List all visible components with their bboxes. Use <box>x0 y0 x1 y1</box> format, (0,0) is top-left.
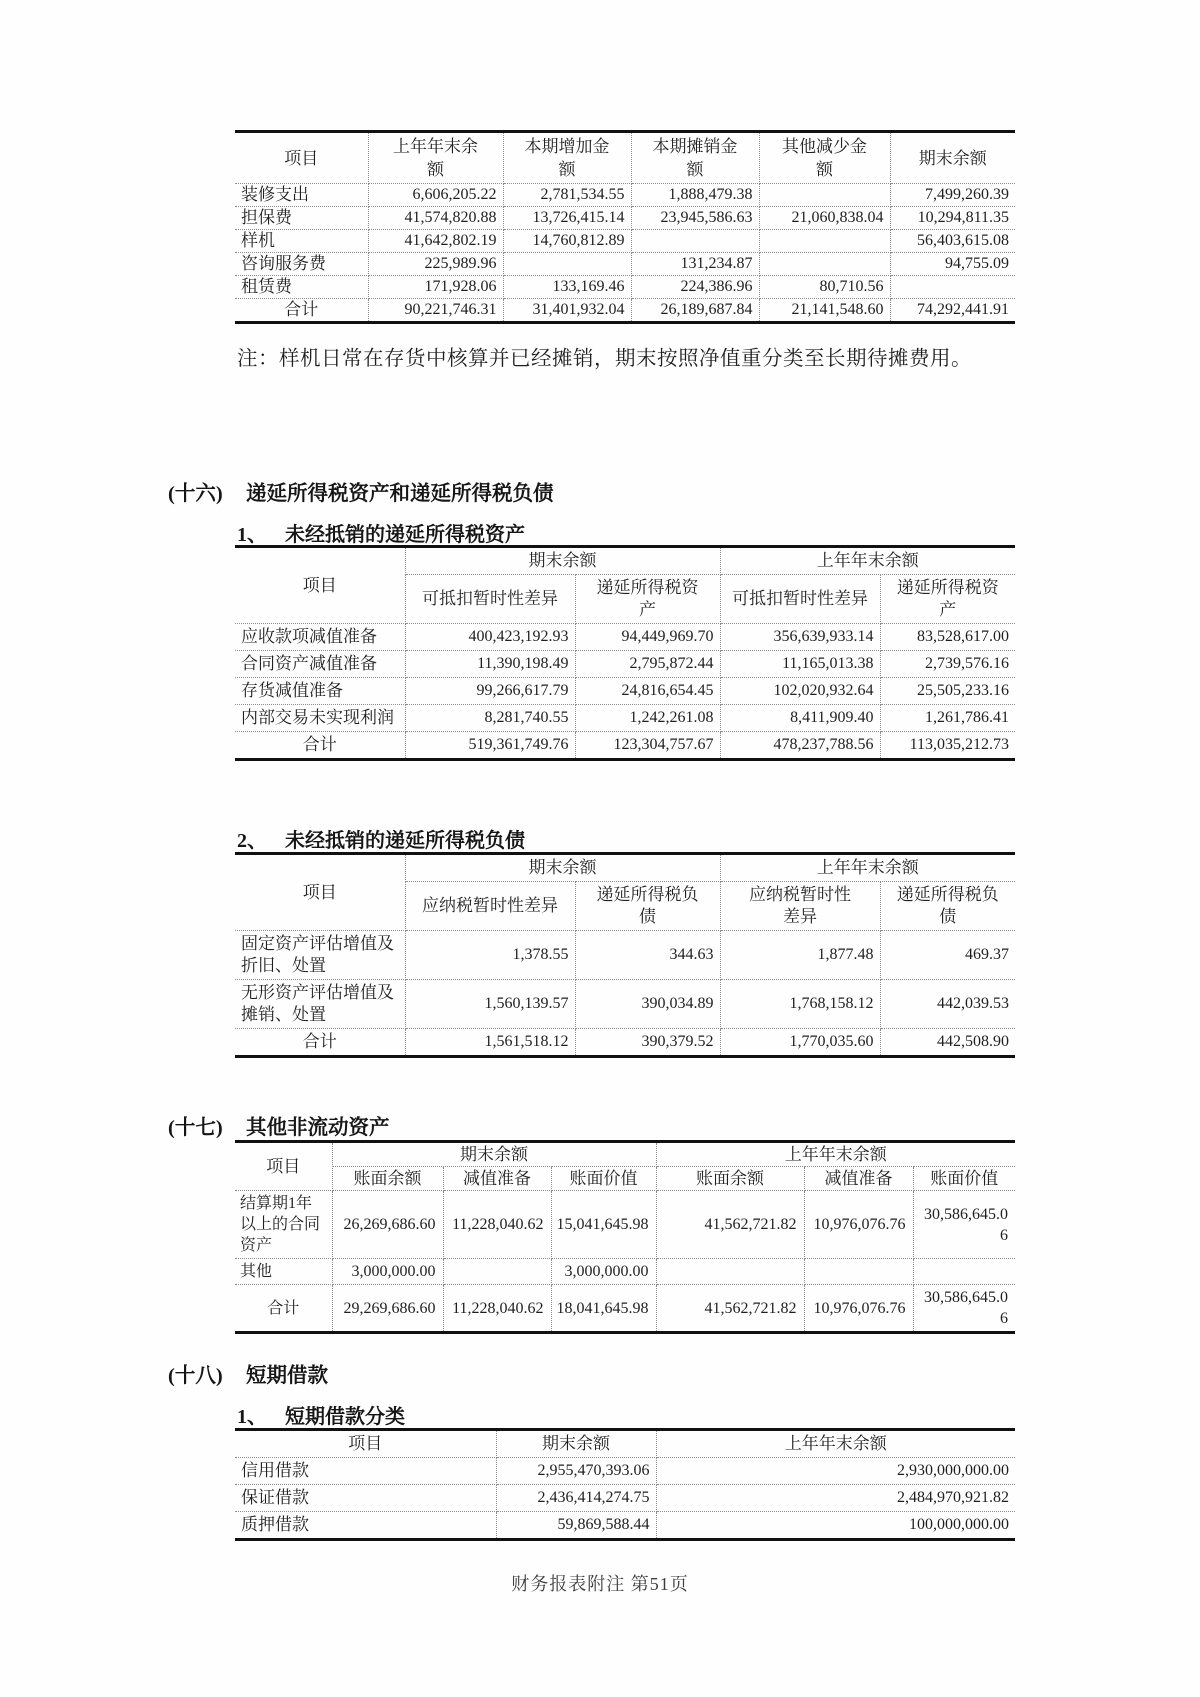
table-cell <box>759 184 890 207</box>
table-cell <box>503 253 631 276</box>
column-header: 本期摊销金额 <box>631 132 759 184</box>
table-cell: 90,221,746.31 <box>368 299 503 323</box>
column-header: 项目 <box>235 132 368 184</box>
table-cell: 100,000,000.00 <box>909 1516 1009 1533</box>
table-cell <box>656 1259 804 1285</box>
table-cell: 1,261,786.41 <box>880 705 1015 732</box>
table-total-row <box>235 1029 1015 1057</box>
subsection-number: 1、 <box>237 1406 267 1428</box>
table-cell: 1,561,518.12 <box>405 1029 575 1057</box>
table-cell: 2,795,872.44 <box>575 651 720 678</box>
column-header: 项目 <box>235 1142 332 1191</box>
column-header: 期末余额 <box>890 132 1015 184</box>
deferred-tax-liabilities-table <box>235 852 1015 1058</box>
table-cell: 56,403,615.08 <box>890 230 1015 253</box>
section-heading-18 <box>168 1358 328 1388</box>
column-group-header: 期末余额 <box>332 1142 656 1167</box>
column-header: 账面余额 <box>656 1167 804 1191</box>
table-cell: 30,586,645.06 <box>913 1191 1015 1259</box>
table-cell: 41,562,721.82 <box>656 1285 804 1333</box>
column-header: 其他减少金额 <box>759 132 890 184</box>
table-row <box>235 705 1015 732</box>
table-cell: 1,877.48 <box>720 931 880 980</box>
column-header: 可抵扣暂时性差异 <box>720 575 880 624</box>
table-cell: 171,928.06 <box>368 276 503 299</box>
table-cell: 31,401,932.04 <box>503 299 631 323</box>
table-cell: 390,379.52 <box>575 1029 720 1057</box>
column-header: 本期增加金额 <box>503 132 631 184</box>
table-cell: 356,639,933.14 <box>720 624 880 651</box>
table-cell: 400,423,192.93 <box>405 624 575 651</box>
table-cell: 21,141,548.60 <box>759 299 890 323</box>
deferred-tax-assets-table-wrap <box>235 545 1015 761</box>
table-cell: 25,505,233.16 <box>880 678 1015 705</box>
page-footer: 财务报表附注 第51页 <box>511 1574 689 1594</box>
column-group-header: 上年年末余额 <box>656 1142 1015 1167</box>
table-cell: 83,528,617.00 <box>880 624 1015 651</box>
table-header-row <box>235 1142 1015 1167</box>
table-cell: 478,237,788.56 <box>720 732 880 760</box>
table-row <box>235 1485 1015 1512</box>
subsection-number: 2、 <box>237 830 267 852</box>
table-cell: 15,041,645.98 <box>551 1191 656 1259</box>
table-cell: 合计 <box>235 1029 405 1057</box>
column-group-header: 上年年末余额 <box>720 854 1015 882</box>
column-header: 项目 <box>235 854 405 931</box>
column-header: 项目 <box>235 1430 496 1458</box>
table-cell: 无形资产评估增值及摊销、处置 <box>235 980 405 1029</box>
table-cell: 41,574,820.88 <box>368 207 503 230</box>
subsection-number: 1、 <box>237 524 267 546</box>
table-cell: 8,281,740.55 <box>405 705 575 732</box>
table-cell: 80,710.56 <box>759 276 890 299</box>
table-cell: 94,449,969.70 <box>575 624 720 651</box>
column-group-header: 期末余额 <box>405 547 720 575</box>
table-cell: 41,642,802.19 <box>368 230 503 253</box>
table-cell: 225,989.96 <box>368 253 503 276</box>
table-row <box>235 207 1015 230</box>
table-cell: 442,039.53 <box>880 980 1015 1029</box>
table-cell: 10,976,076.76 <box>804 1285 913 1333</box>
table-cell: 11,390,198.49 <box>405 651 575 678</box>
table-row <box>235 931 1015 980</box>
table-cell: 113,035,212.73 <box>909 736 1009 753</box>
column-header: 项目 <box>235 547 405 624</box>
deferred-tax-liabilities-table-wrap <box>235 852 1015 1058</box>
table-cell: 6,606,205.22 <box>368 184 503 207</box>
table-cell: 13,726,415.14 <box>503 207 631 230</box>
table-cell <box>804 1259 913 1285</box>
table-cell: 1,770,035.60 <box>720 1029 880 1057</box>
column-header: 账面价值 <box>551 1167 656 1191</box>
subsection-heading-16-1 <box>237 518 525 547</box>
table-cell: 租赁费 <box>235 276 368 299</box>
column-header: 可抵扣暂时性差异 <box>405 575 575 624</box>
table-header-row <box>235 132 1015 184</box>
table-cell: 11,165,013.38 <box>720 651 880 678</box>
table-cell: 2,739,576.16 <box>880 651 1015 678</box>
table-header-row <box>235 1167 1015 1191</box>
table-cell: 99,266,617.79 <box>405 678 575 705</box>
table-cell: 519,361,749.76 <box>405 732 575 760</box>
table-cell: 1,378.55 <box>405 931 575 980</box>
column-header: 应纳税暂时性差异 <box>405 882 575 931</box>
table-row <box>235 276 1015 299</box>
column-header: 递延所得税资产 <box>575 575 720 624</box>
column-group-header: 期末余额 <box>405 854 720 882</box>
table-cell: 其他 <box>235 1259 332 1285</box>
short-term-borrowings-table-wrap <box>235 1428 1015 1541</box>
table-row <box>235 678 1015 705</box>
other-noncurrent-assets-table-wrap <box>235 1140 1015 1334</box>
section-title: 其他非流动资产 <box>246 1117 390 1139</box>
table-cell: 信用借款 <box>235 1458 496 1485</box>
table-row <box>235 1259 1015 1285</box>
table-row <box>235 230 1015 253</box>
table-header-row <box>235 1430 1015 1458</box>
table-cell: 3,000,000.00 <box>332 1259 443 1285</box>
section-title: 短期借款 <box>246 1365 328 1387</box>
table-cell: 30,586,645.06 <box>924 1289 1009 1327</box>
table-cell: 合同资产减值准备 <box>235 651 405 678</box>
table-row <box>235 624 1015 651</box>
table-total-row <box>235 1285 1015 1333</box>
column-header: 递延所得税负债 <box>880 882 1015 931</box>
table-cell: 8,411,909.40 <box>720 705 880 732</box>
table-cell: 合计 <box>235 1285 332 1333</box>
amortization-table <box>235 130 1015 324</box>
table-row <box>235 1512 1015 1540</box>
note-text: 注：样机日常在存货中核算并已经摊销，期末按照净值重分类至长期待摊费用。 <box>237 348 972 370</box>
section-heading-16 <box>168 476 554 506</box>
subsection-heading-18-1 <box>237 1400 405 1429</box>
table-row <box>235 1458 1015 1485</box>
subsection-title: 未经抵销的递延所得税负债 <box>285 830 525 852</box>
table-row <box>235 184 1015 207</box>
table-header-row <box>235 854 1015 882</box>
section-heading-17 <box>168 1110 390 1140</box>
table-cell: 2,436,414,274.75 <box>496 1485 656 1512</box>
table-cell: 131,234.87 <box>631 253 759 276</box>
subsection-heading-16-2 <box>237 824 525 853</box>
table-cell: 29,269,686.60 <box>332 1285 443 1333</box>
table-cell: 14,760,812.89 <box>503 230 631 253</box>
table-cell: 2,484,970,921.82 <box>656 1485 1015 1512</box>
table-cell: 26,269,686.60 <box>332 1191 443 1259</box>
table-cell: 26,189,687.84 <box>631 299 759 323</box>
table-cell: 固定资产评估增值及折旧、处置 <box>235 931 405 980</box>
deferred-tax-assets-table <box>235 545 1015 761</box>
table-cell: 装修支出 <box>235 184 368 207</box>
table-cell: 2,955,470,393.06 <box>496 1458 656 1485</box>
table-cell: 23,945,586.63 <box>631 207 759 230</box>
table-cell: 保证借款 <box>235 1485 496 1512</box>
table-cell: 1,242,261.08 <box>575 705 720 732</box>
table-cell: 344.63 <box>575 931 720 980</box>
table-cell: 123,304,757.67 <box>575 732 720 760</box>
table-cell: 内部交易未实现利润 <box>235 705 405 732</box>
column-header: 上年年末余额 <box>656 1430 1015 1458</box>
subsection-title: 短期借款分类 <box>285 1406 405 1428</box>
column-header: 账面余额 <box>332 1167 443 1191</box>
table-cell: 2,781,534.55 <box>503 184 631 207</box>
table-cell: 442,508.90 <box>937 1033 1009 1050</box>
table-cell: 担保费 <box>235 207 368 230</box>
amortization-table-wrap <box>235 130 1015 324</box>
table-cell: 224,386.96 <box>631 276 759 299</box>
table-cell: 11,228,040.62 <box>443 1285 551 1333</box>
table-cell: 133,169.46 <box>503 276 631 299</box>
column-header: 减值准备 <box>804 1167 913 1191</box>
column-header: 递延所得税资产 <box>880 575 1015 624</box>
table-total-row <box>235 299 1015 323</box>
table-cell: 469.37 <box>880 931 1015 980</box>
table-cell: 样机 <box>235 230 368 253</box>
table-cell <box>443 1259 551 1285</box>
table-cell: 合计 <box>235 732 405 760</box>
section-number: (十七) <box>168 1117 223 1139</box>
section-number: (十六) <box>168 483 223 505</box>
table-header-row <box>235 547 1015 575</box>
table-cell: 3,000,000.00 <box>551 1259 656 1285</box>
table-cell: 2,930,000,000.00 <box>656 1458 1015 1485</box>
table-cell: 1,888,479.38 <box>631 184 759 207</box>
table-total-row <box>235 732 1015 760</box>
table-cell: 存货减值准备 <box>235 678 405 705</box>
table-cell: 390,034.89 <box>575 980 720 1029</box>
table-cell: 合计 <box>235 299 368 323</box>
column-header: 账面价值 <box>913 1167 1015 1191</box>
table-cell: 59,869,588.44 <box>496 1512 656 1540</box>
section-title: 递延所得税资产和递延所得税负债 <box>246 483 554 505</box>
table-cell: 94,755.09 <box>890 253 1015 276</box>
column-header: 上年年末余额 <box>368 132 503 184</box>
table-cell: 10,294,811.35 <box>890 207 1015 230</box>
table-cell <box>759 253 890 276</box>
table-cell: 10,976,076.76 <box>804 1191 913 1259</box>
column-group-header: 上年年末余额 <box>720 547 1015 575</box>
column-header: 递延所得税负债 <box>575 882 720 931</box>
table-row <box>235 651 1015 678</box>
table-cell <box>890 276 1015 299</box>
table-cell: 74,292,441.91 <box>917 301 1009 318</box>
column-header: 应纳税暂时性差异 <box>720 882 880 931</box>
table-cell: 21,060,838.04 <box>759 207 890 230</box>
table-cell <box>759 230 890 253</box>
column-header: 期末余额 <box>496 1430 656 1458</box>
table-cell: 结算期1年以上的合同资产 <box>235 1191 332 1259</box>
table-cell: 1,768,158.12 <box>720 980 880 1029</box>
table-cell: 18,041,645.98 <box>551 1285 656 1333</box>
other-noncurrent-assets-table <box>235 1140 1015 1334</box>
table-cell: 11,228,040.62 <box>443 1191 551 1259</box>
table-cell <box>631 230 759 253</box>
table-cell <box>913 1259 1015 1285</box>
table-row <box>235 980 1015 1029</box>
table-row <box>235 1191 1015 1259</box>
column-header: 减值准备 <box>443 1167 551 1191</box>
table-cell: 咨询服务费 <box>235 253 368 276</box>
table-cell: 102,020,932.64 <box>720 678 880 705</box>
table-cell: 24,816,654.45 <box>575 678 720 705</box>
subsection-title: 未经抵销的递延所得税资产 <box>285 524 525 546</box>
section-number: (十八) <box>168 1365 223 1387</box>
table-row <box>235 253 1015 276</box>
short-term-borrowings-table <box>235 1428 1015 1541</box>
table-cell: 1,560,139.57 <box>405 980 575 1029</box>
table-cell: 质押借款 <box>235 1512 496 1540</box>
table-cell: 41,562,721.82 <box>656 1191 804 1259</box>
table-cell: 应收款项减值准备 <box>235 624 405 651</box>
table-cell: 7,499,260.39 <box>890 184 1015 207</box>
